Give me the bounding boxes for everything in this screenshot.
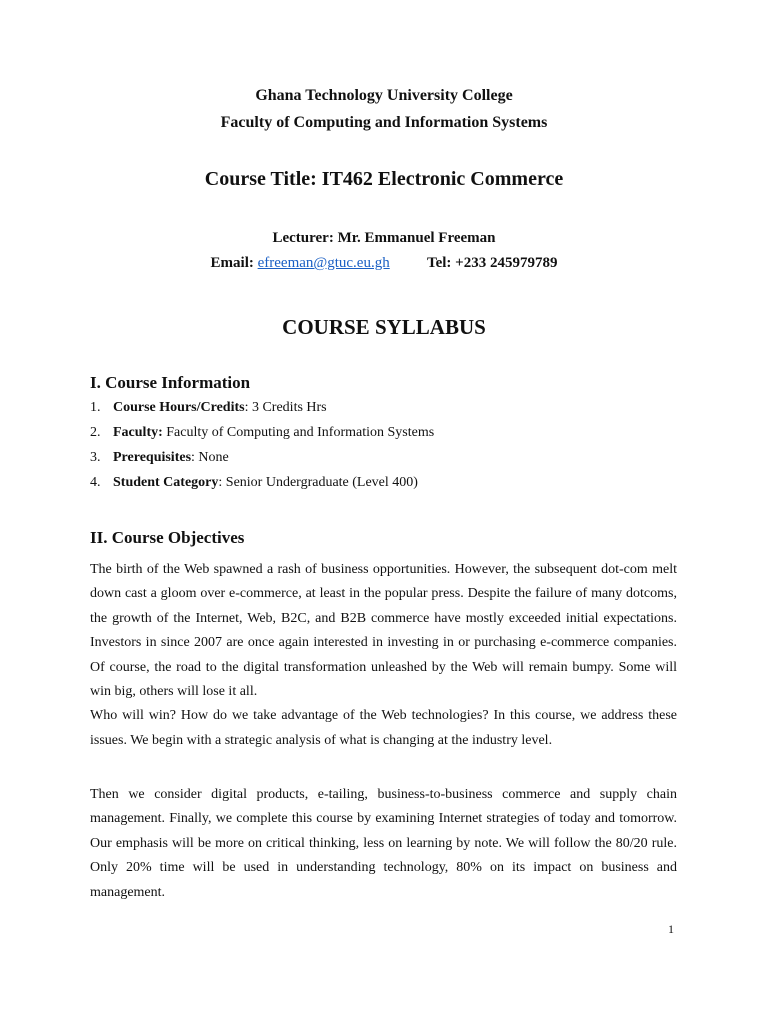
page-number: 1: [668, 922, 674, 936]
list-item: [90, 398, 434, 423]
list-item: [90, 473, 434, 498]
lecturer-line: Lecturer: Mr. Emmanuel Freeman: [272, 230, 496, 246]
telephone: Tel: +233 245979789: [426, 255, 558, 271]
syllabus-heading: COURSE SYLLABUS: [282, 315, 486, 339]
faculty-name: Faculty of Computing and Information Systems: [220, 114, 548, 131]
item-label: Course Hours/Credits: [113, 400, 245, 415]
item-value: : None: [191, 450, 229, 465]
list-item: [90, 448, 434, 473]
email-label: Email:: [210, 255, 254, 271]
item-number: 2.: [90, 425, 101, 440]
item-label: Faculty:: [113, 425, 163, 440]
item-label: Prerequisites: [113, 450, 192, 465]
course-title: Course Title: IT462 Electronic Commerce: [204, 168, 564, 190]
list-item: [90, 423, 434, 448]
item-value: : Senior Undergraduate (Level 400): [218, 475, 418, 490]
paragraph-text: The birth of the Web spawned a rash of business opportunities. However, the subsequent dot-com melt down cast a gloom over e-commerce, at least in the popular press. Despite the failure of many dotcoms, the growth of the Internet, Web, B2C, and B2B commerce have mostly exceeded initial expectations. Investors in since 2007 are once again interested in investing in or purchasing e-commerce companies. Of course, the road to the digital transformation unleashed by the Web will remain bumpy. Some will win big, others will lose it all.: [90, 562, 677, 700]
course-information-heading: I. Course Information: [90, 373, 251, 392]
item-value: : 3 Credits Hrs: [244, 400, 327, 415]
course-information-list: [90, 398, 434, 498]
contact-line: [0, 255, 768, 272]
course-objectives-heading: II. Course Objectives: [90, 528, 245, 547]
item-value: Faculty of Computing and Information Systems: [162, 425, 435, 440]
email-link[interactable]: efreeman@gtuc.eu.gh: [257, 255, 390, 271]
objectives-paragraph-2: Then we consider digital products, e-tailing, business-to-business commerce and supply chain management. Finally, we complete this course by examining Internet strategies of today and tomorrow. Our emphasis will be more on critical thinking, less on learning by note. We will follow the 80/20 rule. Only 20% time will be used in understanding technology, 80% on its impact on business and management.: [90, 787, 677, 900]
item-label: Student Category: [113, 475, 219, 490]
item-number: 3.: [90, 450, 101, 465]
objectives-paragraph-1: [90, 558, 677, 753]
paragraph-text: Who will win? How do we take advantage of the Web technologies? In this course, we address these issues. We begin with a strategic analysis of what is changing at the industry level.: [90, 708, 677, 748]
item-number: 1.: [90, 400, 101, 415]
item-number: 4.: [90, 475, 101, 490]
institution-name: Ghana Technology University College: [255, 87, 513, 104]
